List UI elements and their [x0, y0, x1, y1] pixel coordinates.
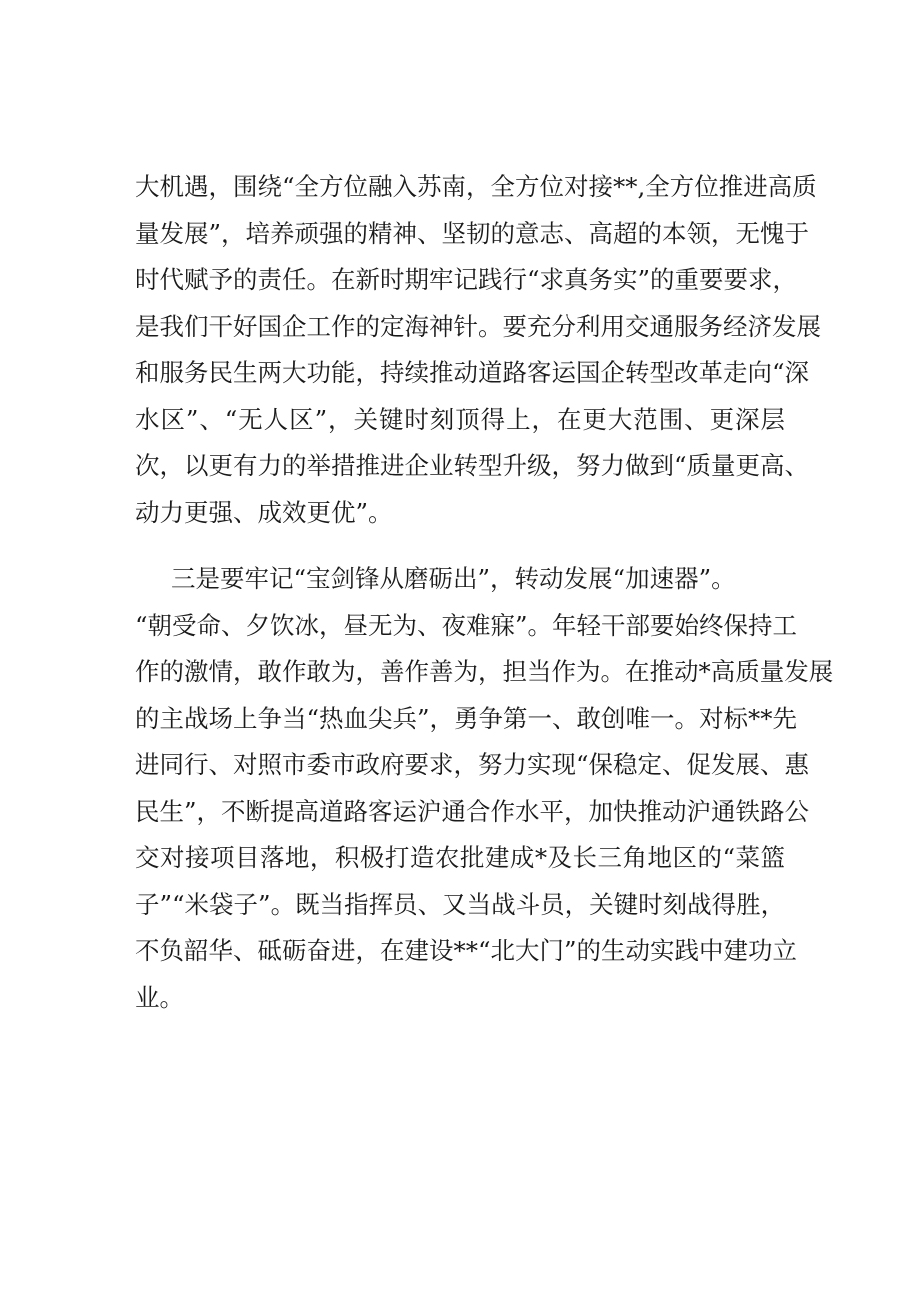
text-line: 是我们干好国企工作的定海神针。要充分利用交通服务经济发展 [135, 311, 821, 341]
text-line: 时代赋予的责任。在新时期牢记践行“求真务实”的重要要求， [135, 265, 798, 294]
text-line: 动力更强、成效更优”。 [135, 497, 393, 527]
text-line: 交对接项目落地，积极打造农批建成*及长三角地区的“菜篮 [135, 843, 785, 872]
paragraph-spacer [135, 536, 785, 556]
text-line: 的主战场上争当“热血尖兵”，勇争第一、敢创唯一。对标**先 [135, 703, 798, 733]
document-body [135, 164, 834, 1021]
text-line: 大机遇，围绕“全方位融入苏南，全方位对接**,全方位推进高质 [135, 172, 817, 201]
paragraph-1 [135, 164, 821, 536]
paragraph-2 [135, 556, 834, 1021]
text-line: “朝受命、夕饮冰，昼无为、夜难寐”。年轻干部要始终保持工 [135, 610, 798, 640]
text-line: 民生”，不断提高道路客运沪通合作水平，加快推动沪通铁路公 [135, 796, 810, 826]
text-line: 次，以更有力的举措推进企业转型升级，努力做到“质量更高、 [135, 451, 810, 480]
text-line: 进同行、对照市委市政府要求，努力实现“保稳定、促发展、惠 [135, 750, 810, 779]
text-line: 和服务民生两大功能，持续推动道路客运国企转型改革走向“深 [135, 358, 810, 387]
text-line: 作的激情，敢作敢为，善作善为，担当作为。在推动*高质量发展 [135, 657, 834, 686]
text-line: 水区”、“无人区”，关键时刻顶得上，在更大范围、更深层 [135, 404, 785, 434]
text-line: 量发展”，培养顽强的精神、坚韧的意志、高超的本领，无愧于 [135, 218, 810, 248]
text-line: 三是要牢记“宝剑锋从磨砺出”，转动发展“加速器”。 [171, 564, 736, 593]
text-line: 子”“米袋子”。既当指挥员、又当战斗员，关键时刻战得胜， [135, 889, 786, 919]
text-line: 业。 [135, 982, 184, 1012]
text-line: 不负韶华、砥砺奋进，在建设**“北大门”的生动实践中建功立 [135, 936, 798, 965]
